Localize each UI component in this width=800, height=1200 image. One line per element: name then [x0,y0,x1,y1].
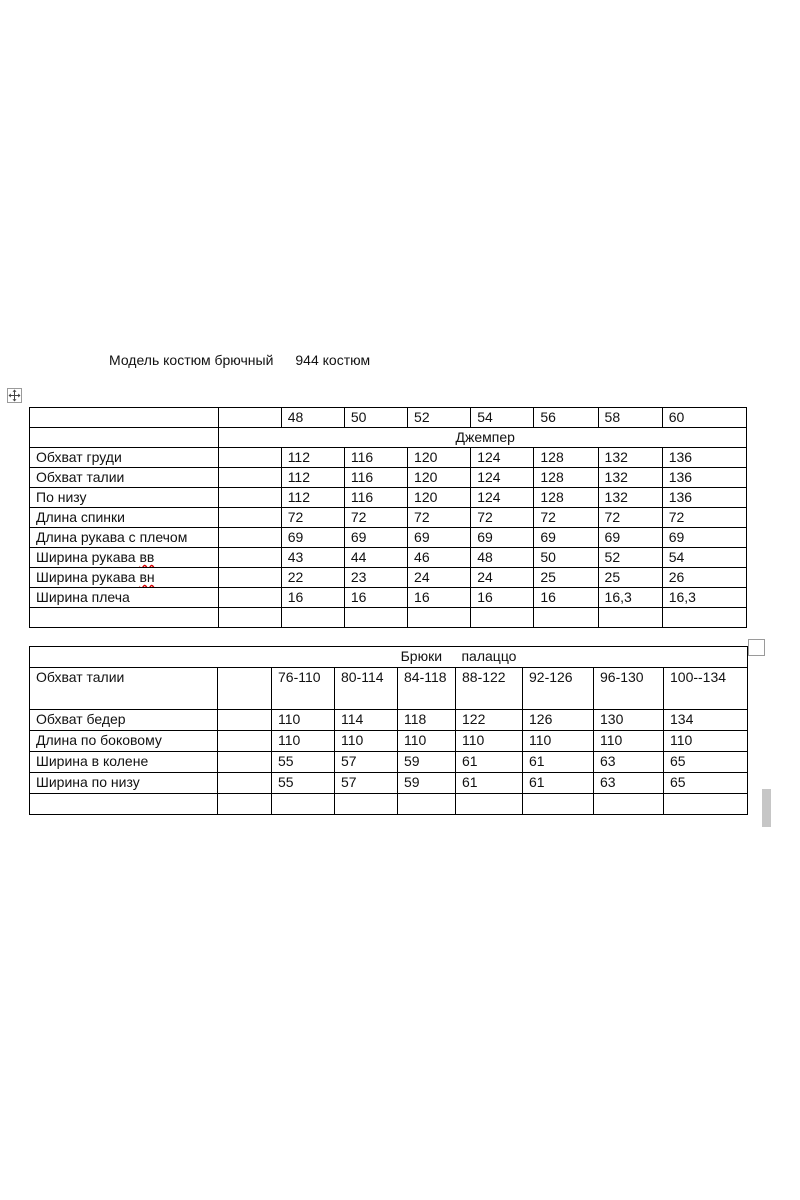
value-cell[interactable]: 112 [281,488,344,508]
value-cell[interactable]: 132 [598,488,662,508]
value-cell[interactable]: 136 [662,468,746,488]
value-cell[interactable]: 69 [598,528,662,548]
empty-cell[interactable] [471,608,534,628]
table-row [30,488,747,508]
empty-cell[interactable] [218,508,281,528]
empty-cell[interactable] [30,408,219,428]
value-cell[interactable]: 88-122 [456,668,523,710]
value-cell[interactable]: 76-110 [272,668,335,710]
empty-cell[interactable] [30,608,219,628]
value-cell[interactable]: 69 [408,528,471,548]
value-cell[interactable]: 24 [471,568,534,588]
value-cell[interactable]: 110 [594,731,664,752]
empty-cell[interactable] [218,668,272,710]
value-cell[interactable]: 116 [344,468,407,488]
value-cell[interactable]: 16,3 [598,588,662,608]
empty-cell[interactable] [218,528,281,548]
empty-cell[interactable] [30,794,218,815]
value-cell[interactable]: 136 [662,488,746,508]
empty-cell[interactable] [398,794,456,815]
value-cell[interactable]: 72 [408,508,471,528]
empty-cell[interactable] [598,608,662,628]
value-cell[interactable]: 59 [398,752,456,773]
value-cell[interactable]: 50 [534,548,598,568]
value-cell[interactable]: 110 [398,731,456,752]
value-cell[interactable]: 116 [344,448,407,468]
value-cell[interactable]: 25 [534,568,598,588]
vertical-scrollbar-thumb[interactable] [762,789,771,827]
empty-cell[interactable] [218,408,281,428]
value-cell[interactable]: 69 [534,528,598,548]
value-cell[interactable]: 16 [408,588,471,608]
size-cell[interactable]: 50 [344,408,407,428]
table-row [30,568,747,588]
value-cell[interactable]: 65 [664,773,748,794]
trousers-size-table [29,646,748,815]
value-cell[interactable]: 80-114 [335,668,398,710]
measure-label[interactable]: По низу [30,488,219,508]
measure-label-text: Ширина рукава [36,569,140,585]
empty-cell[interactable] [456,794,523,815]
value-cell[interactable]: 55 [272,773,335,794]
measure-label[interactable]: Ширина плеча [30,588,219,608]
trousers-section-title[interactable] [30,647,748,668]
measure-label[interactable]: Ширина в колене [30,752,218,773]
move-arrows-icon [8,389,21,402]
measure-label[interactable] [30,548,219,568]
empty-cell[interactable] [218,773,272,794]
jumper-size-table [29,407,747,628]
size-cell[interactable]: 54 [471,408,534,428]
table-resize-handle[interactable] [748,639,765,656]
value-cell[interactable]: 72 [471,508,534,528]
measure-label[interactable]: Длина рукава с плечом [30,528,219,548]
empty-cell[interactable] [272,794,335,815]
value-cell[interactable]: 110 [335,731,398,752]
value-cell[interactable]: 63 [594,752,664,773]
value-cell[interactable]: 16 [344,588,407,608]
empty-cell[interactable] [30,428,219,448]
value-cell[interactable]: 72 [281,508,344,528]
document-title [109,352,370,368]
value-cell[interactable]: 124 [471,448,534,468]
value-cell[interactable]: 22 [281,568,344,588]
value-cell[interactable]: 59 [398,773,456,794]
value-cell[interactable]: 54 [662,548,746,568]
empty-cell[interactable] [218,448,281,468]
value-cell[interactable]: 124 [471,488,534,508]
value-cell[interactable]: 120 [408,468,471,488]
size-cell[interactable]: 56 [534,408,598,428]
value-cell[interactable]: 114 [335,710,398,731]
spellcheck-flagged-word[interactable]: вн [139,569,155,585]
value-cell[interactable]: 69 [471,528,534,548]
value-cell[interactable]: 84-118 [398,668,456,710]
measure-label[interactable]: Обхват груди [30,448,219,468]
size-cell[interactable]: 60 [662,408,746,428]
size-cell[interactable]: 58 [598,408,662,428]
table-row [30,448,747,468]
value-cell[interactable]: 128 [534,448,598,468]
empty-cell[interactable] [335,794,398,815]
empty-cell[interactable] [218,548,281,568]
value-cell[interactable]: 72 [344,508,407,528]
value-cell[interactable]: 26 [662,568,746,588]
measure-label[interactable]: Обхват талии [30,468,219,488]
value-cell[interactable]: 16 [471,588,534,608]
table-row [30,731,748,752]
value-cell[interactable]: 124 [471,468,534,488]
spellcheck-flagged-word[interactable]: вв [139,549,155,565]
value-cell[interactable]: 16 [281,588,344,608]
value-cell[interactable]: 112 [281,448,344,468]
empty-cell[interactable] [218,588,281,608]
value-cell[interactable]: 69 [344,528,407,548]
empty-cell[interactable] [281,608,344,628]
value-cell[interactable]: 118 [398,710,456,731]
table-row [30,468,747,488]
empty-cell[interactable] [218,794,272,815]
value-cell[interactable]: 57 [335,752,398,773]
value-cell[interactable]: 96-130 [594,668,664,710]
model-code: 944 костюм [295,352,371,368]
size-header-row [30,408,747,428]
empty-table-row [30,608,747,628]
value-cell[interactable]: 72 [662,508,746,528]
size-cell[interactable]: 52 [408,408,471,428]
table-row [30,528,747,548]
measure-label-text: Ширина рукава [36,549,140,565]
value-cell[interactable]: 16,3 [662,588,746,608]
value-cell[interactable]: 55 [272,752,335,773]
measure-label[interactable]: Длина по боковому [30,731,218,752]
value-cell[interactable]: 44 [344,548,407,568]
table-row [30,668,748,710]
table-row [30,710,748,731]
value-cell[interactable]: 110 [456,731,523,752]
empty-cell[interactable] [218,731,272,752]
value-cell[interactable]: 128 [534,468,598,488]
value-cell[interactable]: 126 [523,710,594,731]
value-cell[interactable]: 128 [534,488,598,508]
value-cell[interactable]: 69 [662,528,746,548]
value-cell[interactable]: 61 [523,752,594,773]
value-cell[interactable]: 57 [335,773,398,794]
empty-cell[interactable] [408,608,471,628]
value-cell[interactable]: 116 [344,488,407,508]
measure-label[interactable]: Ширина по низу [30,773,218,794]
model-label: Модель костюм брючный [109,352,274,368]
table-row [30,752,748,773]
value-cell[interactable]: 43 [281,548,344,568]
value-cell[interactable]: 132 [598,448,662,468]
table-row [30,588,747,608]
empty-cell[interactable] [664,794,748,815]
size-cell[interactable]: 48 [281,408,344,428]
value-cell[interactable]: 122 [456,710,523,731]
value-cell[interactable]: 61 [456,752,523,773]
value-cell[interactable]: 100--134 [664,668,748,710]
empty-cell[interactable] [523,794,594,815]
empty-cell[interactable] [594,794,664,815]
empty-cell[interactable] [218,608,281,628]
value-cell[interactable]: 48 [471,548,534,568]
value-cell[interactable]: 46 [408,548,471,568]
empty-cell[interactable] [218,568,281,588]
value-cell[interactable]: 132 [598,468,662,488]
value-cell[interactable]: 120 [408,448,471,468]
value-cell[interactable]: 61 [456,773,523,794]
value-cell[interactable]: 61 [523,773,594,794]
value-cell[interactable]: 72 [598,508,662,528]
value-cell[interactable]: 112 [281,468,344,488]
empty-table-row [30,794,748,815]
value-cell[interactable]: 72 [534,508,598,528]
table-move-handle[interactable] [7,388,22,403]
value-cell[interactable]: 23 [344,568,407,588]
value-cell[interactable]: 63 [594,773,664,794]
value-cell[interactable]: 24 [408,568,471,588]
value-cell[interactable]: 52 [598,548,662,568]
value-cell[interactable]: 130 [594,710,664,731]
table-row [30,548,747,568]
section-row [30,428,747,448]
value-cell[interactable]: 110 [664,731,748,752]
empty-cell[interactable] [534,608,598,628]
measure-label[interactable]: Обхват талии [30,668,218,710]
empty-cell[interactable] [218,488,281,508]
table-row [30,508,747,528]
trousers-section-title-text: Брюки палаццо [400,648,517,664]
jumper-section-title[interactable]: Джемпер [218,428,746,448]
value-cell[interactable]: 16 [534,588,598,608]
value-cell[interactable]: 134 [664,710,748,731]
empty-cell[interactable] [218,468,281,488]
empty-cell[interactable] [344,608,407,628]
value-cell[interactable]: 92-126 [523,668,594,710]
value-cell[interactable]: 110 [272,710,335,731]
measure-label[interactable] [30,568,219,588]
measure-label[interactable]: Длина спинки [30,508,219,528]
value-cell[interactable]: 110 [523,731,594,752]
value-cell[interactable]: 110 [272,731,335,752]
empty-cell[interactable] [218,710,272,731]
section-row [30,647,748,668]
measure-label[interactable]: Обхват бедер [30,710,218,731]
value-cell[interactable]: 25 [598,568,662,588]
value-cell[interactable]: 136 [662,448,746,468]
empty-cell[interactable] [662,608,746,628]
table-row [30,773,748,794]
value-cell[interactable]: 120 [408,488,471,508]
value-cell[interactable]: 65 [664,752,748,773]
value-cell[interactable]: 69 [281,528,344,548]
empty-cell[interactable] [218,752,272,773]
